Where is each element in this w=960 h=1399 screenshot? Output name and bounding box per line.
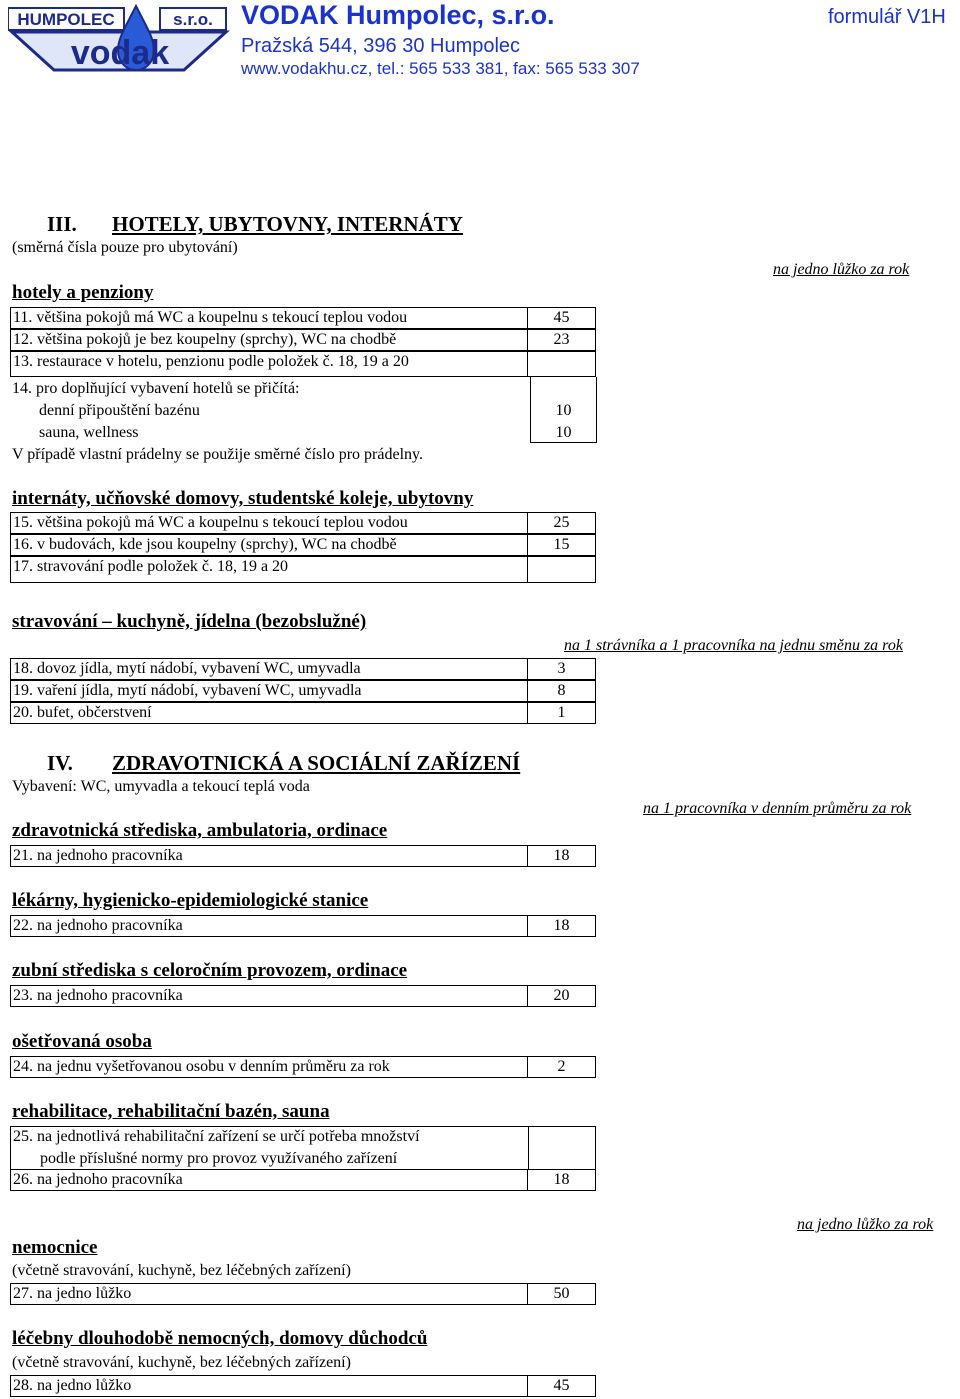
table-row [10,307,596,329]
table-row [10,329,596,351]
catering-heading: stravování – kuchyně, jídelna (bezobslužné) [12,611,367,632]
row-label-continued: podle příslušné normy pro provoz využívaného zařízení [40,1150,398,1167]
row-label: 28. na jedno lůžko [13,1377,132,1394]
table-row [10,702,596,724]
hospitals-unit: na jedno lůžko za rok [797,1216,934,1233]
section-3-note: (směrná čísla pouze pro ubytování) [12,239,238,256]
dorms-heading: internáty, učňovské domovy, studentské koleje, ubytovny [12,488,474,509]
row-value: 8 [527,681,595,701]
table-row [10,915,596,937]
row-label: 25. na jednotlivá rehabilitační zařízení se určí potřeba množství [13,1128,420,1145]
row-label: 19. vaření jídla, mytí nádobí, vybavení WC, umyvadla [13,682,362,699]
row-label: 22. na jednoho pracovníka [13,917,183,934]
logo-word-text: vodak [70,34,170,72]
catering-unit: na 1 strávníka a 1 pracovníka na jednu směnu za rok [564,637,903,654]
row-label: 27. na jedno lůžko [13,1285,132,1302]
row-label: 12. většina pokojů je bez koupelny (sprchy), WC na chodbě [13,331,397,348]
company-name: VODAK Humpolec, s.r.o. [241,0,555,30]
patient-heading: ošetřovaná osoba [12,1031,152,1052]
row-value: 23 [527,330,595,350]
hotels-heading: hotely a penziony [12,282,154,303]
row-value: 18 [527,846,595,866]
table-row [10,1126,596,1170]
table-row [10,1056,596,1078]
rehab-heading: rehabilitace, rehabilitační bazén, sauna [12,1101,330,1122]
health-centers-heading: zdravotnická střediska, ambulatoria, ordinace [12,820,388,841]
form-id: formulář V1H [828,6,946,28]
row-label: 17. stravování podle položek č. 18, 19 a 20 [13,558,289,575]
row14-value-cell [530,377,597,443]
section-4-number: IV. [47,751,73,775]
section-4-unit: na 1 pracovníka v denním průměru za rok [643,800,912,817]
longterm-heading: léčebny dlouhodobě nemocných, domovy důchodců [12,1328,428,1349]
row14-sauna-value: 10 [555,424,572,441]
table-row [10,1375,596,1397]
logo-graphic [8,4,230,74]
hospitals-note: (včetně stravování, kuchyně, bez léčebných zařízení) [12,1262,351,1279]
row-label: 13. restaurace v hotelu, penzionu podle položek č. 18, 19 a 20 [13,353,409,370]
logo-sro-text: s.r.o. [173,10,213,29]
row-value-cell [528,1127,595,1169]
row-value: 20 [527,986,595,1006]
table-row [10,556,596,583]
company-address: Pražská 544, 396 30 Humpolec [241,35,521,57]
table-row [10,658,596,680]
row-value: 45 [527,1376,595,1396]
section-3-unit: na jedno lůžko za rok [773,261,910,278]
row-value [527,557,595,582]
table-row [10,985,596,1007]
hospitals-heading: nemocnice [12,1237,98,1258]
row14-pool-label: denní připouštění bazénu [39,402,200,419]
row-label: 18. dovoz jídla, mytí nádobí, vybavení WC, umyvadla [13,660,361,677]
logo-town-text: HUMPOLEC [17,10,115,29]
table-row [10,845,596,867]
row-label: 15. většina pokojů má WC a koupelnu s tekoucí teplou vodou [13,514,408,531]
row-label: 16. v budovách, kde jsou koupelny (sprchy), WC na chodbě [13,536,397,553]
row14-pool-value: 10 [555,402,572,419]
company-logo [8,4,230,74]
table-row [10,1283,596,1305]
row-value: 45 [527,308,595,328]
section-4-note: Vybavení: WC, umyvadla a tekoucí teplá voda [12,778,310,795]
dental-heading: zubní střediska s celoročním provozem, ordinace [12,960,408,981]
row-value: 1 [527,703,595,723]
row-value: 2 [527,1057,595,1077]
row-value: 18 [527,1170,595,1190]
row-label: 21. na jednoho pracovníka [13,847,183,864]
row14-sauna-label: sauna, wellness [39,424,139,441]
table-row [10,512,596,534]
row-value: 3 [527,659,595,679]
row-label: 11. většina pokojů má WC a koupelnu s tekoucí teplou vodou [13,309,408,326]
table-row [10,680,596,702]
pharmacies-heading: lékárny, hygienicko-epidemiologické stanice [12,890,369,911]
row14-line1: 14. pro doplňující vybavení hotelů se přičítá: [12,380,300,397]
table-row [10,351,596,377]
row-label: 24. na jednu vyšetřovanou osobu v denním průměru za rok [13,1058,390,1075]
table-row [10,534,596,556]
row-value [527,352,595,376]
row-value: 18 [527,916,595,936]
section-4-title: ZDRAVOTNICKÁ A SOCIÁLNÍ ZAŘÍZENÍ [112,751,521,775]
section-3-number: III. [47,212,77,236]
row-value: 50 [527,1284,595,1304]
row-label: 26. na jednoho pracovníka [13,1171,183,1188]
company-contact: www.vodakhu.cz, tel.: 565 533 381, fax: 565 533 307 [241,59,640,78]
table-row [10,1169,596,1191]
row-value: 25 [527,513,595,533]
longterm-note: (včetně stravování, kuchyně, bez léčebných zařízení) [12,1354,351,1371]
row-label: 23. na jednoho pracovníka [13,987,183,1004]
row-label: 20. bufet, občerstvení [13,704,152,721]
section-3-title: HOTELY, UBYTOVNY, INTERNÁTY [112,212,463,236]
row-value: 15 [527,535,595,555]
laundry-note: V případě vlastní prádelny se použije směrné číslo pro prádelny. [12,446,423,463]
